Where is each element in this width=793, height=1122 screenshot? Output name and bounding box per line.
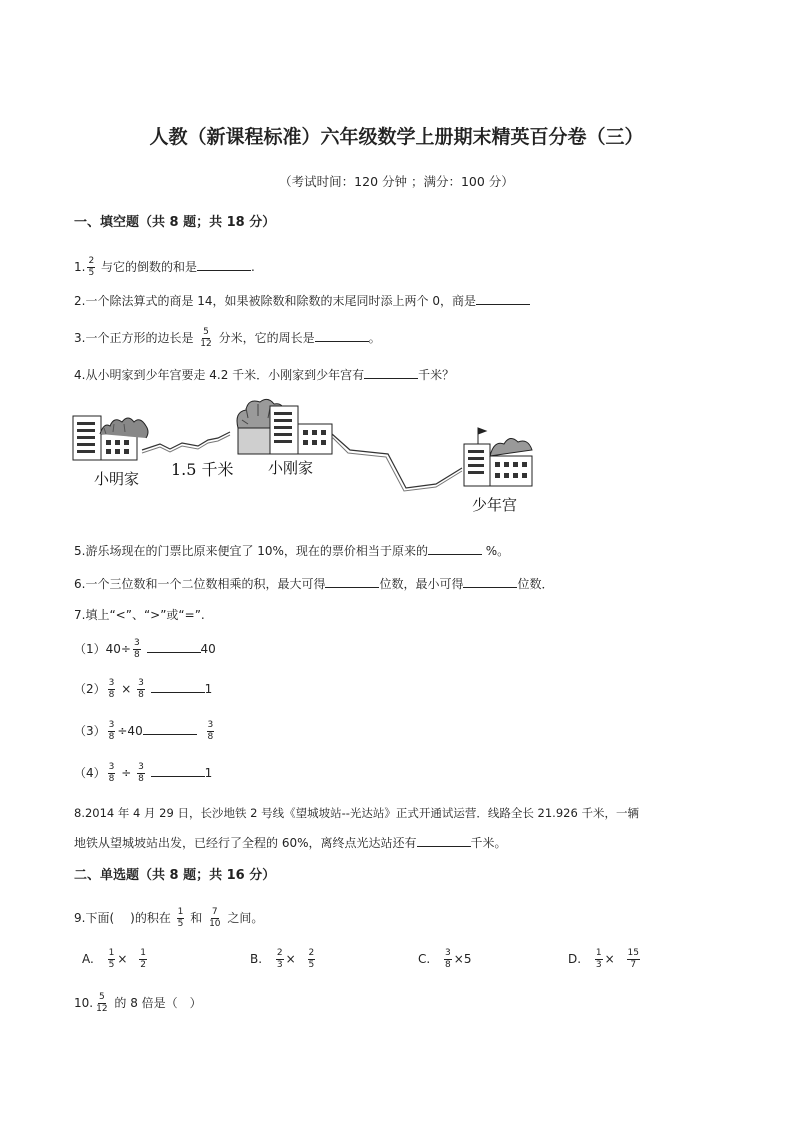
label-xiaogang-home: 小刚家: [268, 459, 314, 477]
exam-info: （考试时间：120 分钟 ；满分：100 分）: [279, 174, 514, 189]
option-c[interactable]: C. $\frac{3}{8}$ ×5: [418, 948, 472, 970]
question-8-line-1: 8.2014 年 4 月 29 日，长沙地铁 2 号线《望城坡站--光达站》正式开通试运营．线路全长 21.926 千米，一辆: [74, 806, 639, 820]
fraction: $\frac{3}{8}$: [108, 762, 115, 784]
answer-blank[interactable]: [417, 834, 471, 847]
question-4: 4.从小明家到少年宫要走 4.2 千米．小刚家到少年宫有 千米？: [74, 368, 455, 382]
question-number: 1.: [74, 260, 86, 274]
fraction: $\frac{3}{8}$: [108, 720, 115, 742]
fraction: $\frac{1}{2}$: [140, 948, 146, 970]
fraction: $\frac{7}{10}$: [209, 907, 221, 929]
question-7-part-2: （2） $\frac{3}{8}$ × $\frac{3}{8}$ 1: [74, 678, 213, 700]
fraction: $\frac{3}{8}$: [138, 678, 144, 700]
question-10: 10. $\frac{5}{12}$ 的 8 倍是（ ）: [74, 992, 202, 1014]
question-7-part-1: （1）40÷ $\frac{3}{8}$ 40: [74, 638, 216, 660]
label-youth-palace: 少年宫: [472, 496, 518, 514]
question-2: [74, 292, 530, 309]
fraction: $\frac{2}{3}$: [276, 948, 283, 970]
answer-blank[interactable]: [463, 575, 517, 588]
fraction: $\frac{1}{3}$: [595, 948, 602, 970]
fraction: $\frac{3}{8}$: [138, 762, 144, 784]
answer-blank[interactable]: [476, 292, 530, 305]
answer-blank[interactable]: [151, 680, 205, 693]
answer-blank[interactable]: [364, 366, 418, 379]
question-7: 7.填上“<”、“>”或“=”.: [74, 608, 205, 622]
question-8-line-2: 地铁从望城坡站出发，已经行了全程的 60%，离终点光达站还有 千米。: [74, 836, 507, 850]
route-map-illustration: [70, 398, 550, 520]
question-5: 5.游乐场现在的门票比原来便宜了 10%，现在的票价相当于原来的 %。: [74, 544, 510, 558]
question-text: 与它的倒数的和是: [101, 260, 198, 274]
building-icon: [464, 428, 532, 486]
option-d[interactable]: D. $\frac{1}{3}$ × $\frac{15}{7}$: [568, 948, 639, 970]
section-fill-blank-heading: 一、填空题（共 8 题；共 18 分）: [74, 215, 276, 230]
question-7-part-3: （3） $\frac{3}{8}$ ÷40 $\frac{3}{8}$: [74, 720, 214, 742]
answer-blank[interactable]: [151, 764, 205, 777]
fraction: $\frac{1}{5}$: [108, 948, 115, 970]
option-b[interactable]: B. $\frac{2}{3}$ × $\frac{2}{5}$: [250, 948, 315, 970]
fraction: $\frac{15}{7}$: [627, 948, 639, 970]
fraction: $\frac{2}{5}$: [88, 256, 95, 278]
page-title: 人教（新课程标准）六年级数学上册期末精英百分卷（三）: [149, 126, 644, 148]
fraction: $\frac{5}{12}$: [200, 327, 212, 349]
fraction: $\frac{3}{8}$: [108, 678, 115, 700]
fraction: $\frac{2}{5}$: [308, 948, 315, 970]
answer-blank[interactable]: [197, 258, 251, 271]
answer-blank[interactable]: [315, 329, 369, 342]
question-9: 9.下面( )的积在 $\frac{1}{5}$ 和 $\frac{7}{10}$ 之间。: [74, 907, 264, 929]
fraction: $\frac{1}{5}$: [177, 907, 184, 929]
question-6: 6.一个三位数和一个二位数相乘的积，最大可得 位数，最小可得 位数．: [74, 577, 554, 591]
building-icon: [73, 416, 148, 460]
fraction: $\frac{3}{8}$: [445, 948, 451, 970]
question-1: 1. $\frac{2}{5}$ 与它的倒数的和是 .: [74, 256, 255, 278]
question-7-part-4: （4） $\frac{3}{8}$ ÷ $\frac{3}{8}$ 1: [74, 762, 213, 784]
answer-blank[interactable]: [428, 542, 482, 555]
building-icon: [237, 399, 332, 454]
option-a[interactable]: A. $\frac{1}{5}$ × $\frac{1}{2}$: [82, 948, 146, 970]
answer-blank[interactable]: [143, 722, 197, 735]
label-distance: 1.5 千米: [171, 460, 234, 479]
label-xiaoming-home: 小明家: [94, 470, 140, 488]
answer-blank[interactable]: [147, 640, 201, 653]
question-3: 3.一个正方形的边长是 $\frac{5}{12}$ 分米，它的周长是 。: [74, 327, 381, 349]
section-single-choice-heading: 二、单选题（共 8 题；共 16 分）: [74, 868, 276, 883]
fraction: $\frac{3}{8}$: [207, 720, 214, 742]
answer-blank[interactable]: [325, 575, 379, 588]
fraction: $\frac{3}{8}$: [133, 638, 140, 660]
fraction: $\frac{5}{12}$: [96, 992, 108, 1014]
question-text: 2.一个除法算式的商是 14，如果被除数和除数的末尾同时添上两个 0，商是: [74, 294, 476, 308]
